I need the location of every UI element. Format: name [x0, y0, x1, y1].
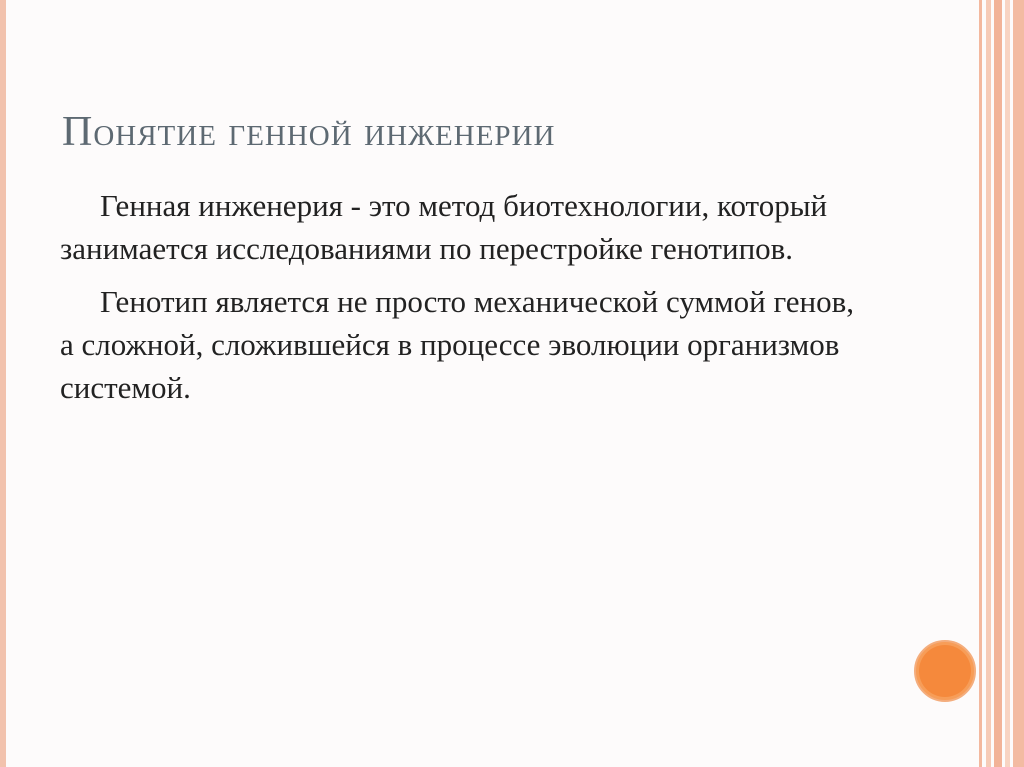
paragraph-genotype: Генотип является не просто механической суммой генов, а сложной, сложившейся в процессе эволюции организмов системой.: [60, 284, 855, 405]
left-border-line: [0, 0, 6, 767]
paragraph-definition: Генная инженерия - это метод биотехнологии, который занимается исследованиями по перестройке генотипов.: [60, 188, 828, 266]
right-stripe: [1013, 0, 1024, 767]
orange-circle-icon: [914, 640, 976, 702]
right-stripe: [994, 0, 1002, 767]
right-stripe: [1005, 0, 1010, 767]
right-stripe: [979, 0, 982, 767]
slide-title: Понятие генной инженерии: [62, 109, 556, 155]
orange-circle-inner: [919, 645, 971, 697]
slide-body: [60, 184, 860, 419]
right-stripe: [986, 0, 991, 767]
